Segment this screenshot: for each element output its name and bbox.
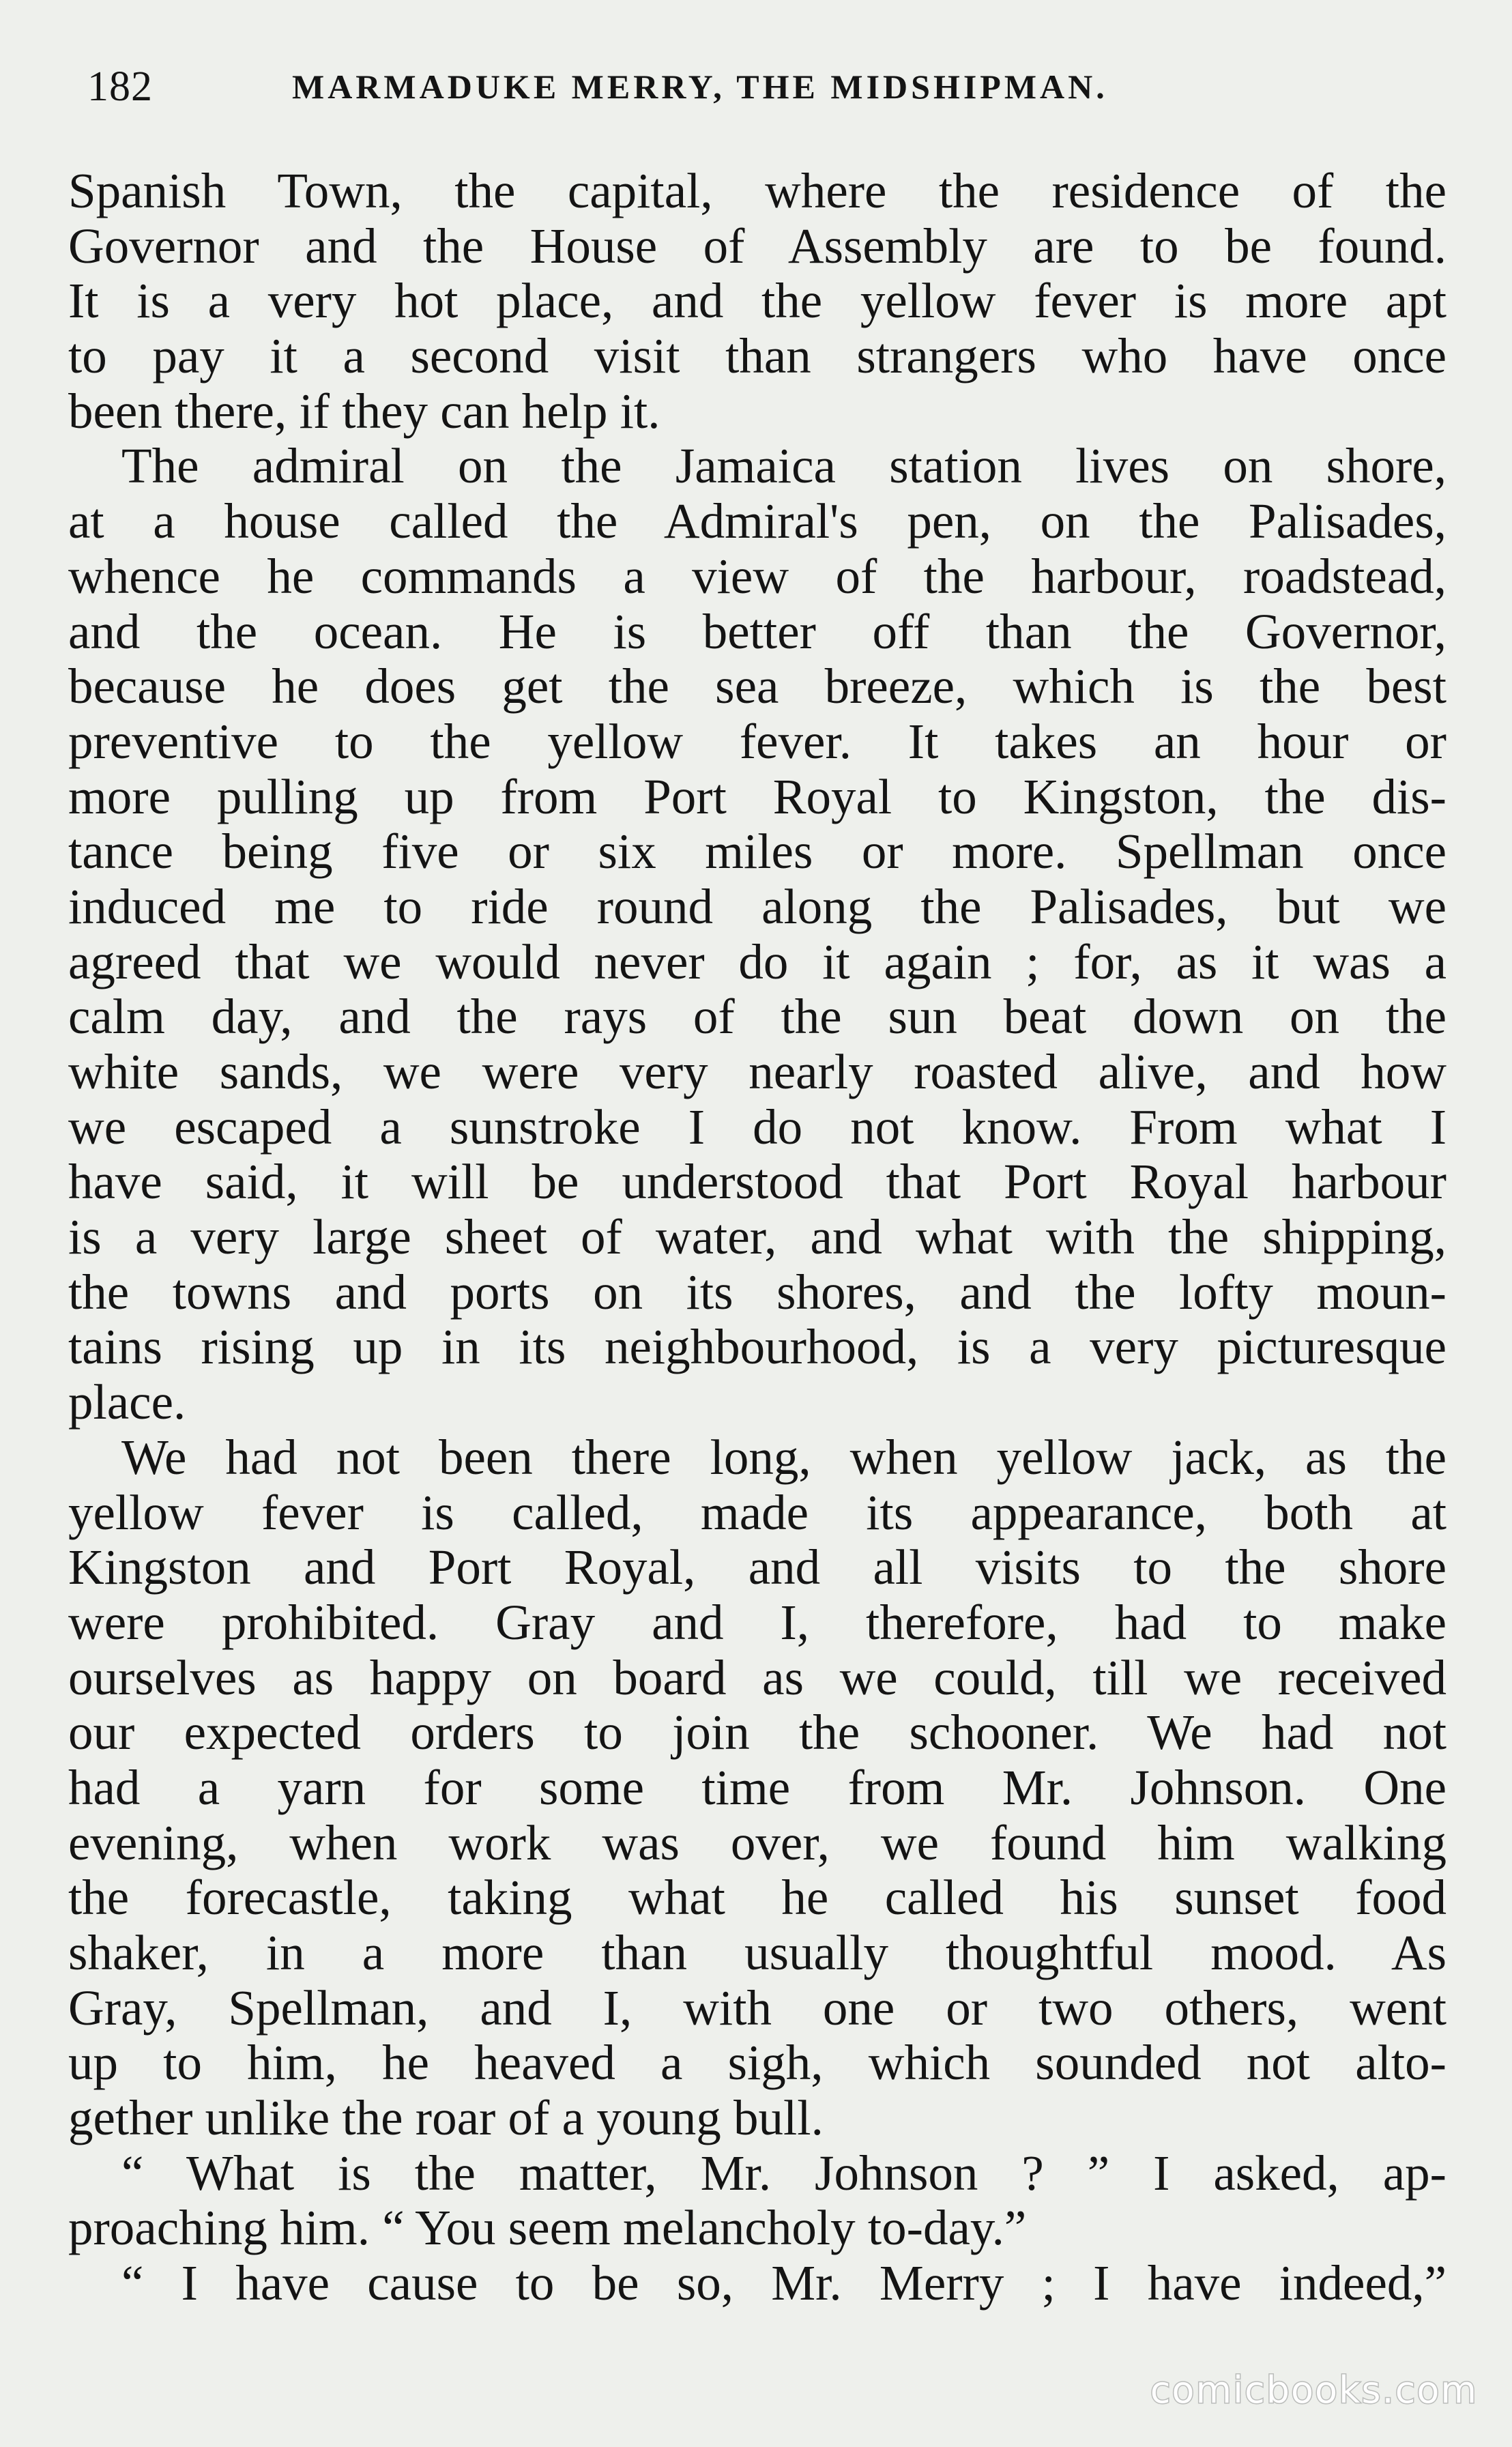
text-line: evening, when work was over, we found him walking	[68, 1815, 1446, 1870]
page-number: 182	[87, 63, 153, 110]
text-line: “ What is the matter, Mr. Johnson ? ” I asked, ap-	[121, 2145, 1446, 2201]
text-line: tance being five or six miles or more. Spellman once	[68, 824, 1446, 880]
running-head	[87, 56, 1445, 117]
text-line: and the ocean. He is better off than the Governor,	[68, 604, 1446, 659]
text-line: had a yarn for some time from Mr. Johnson. One	[68, 1760, 1446, 1815]
text-line: white sands, we were very nearly roasted alive, and how	[68, 1045, 1446, 1099]
text-line: yellow fever is called, made its appearance, both at	[68, 1485, 1446, 1540]
watermark: comicbooks.com	[1150, 2369, 1478, 2412]
text-line: were prohibited. Gray and I, therefore, had to make	[68, 1595, 1446, 1650]
text-line: Kingston and Port Royal, and all visits to the shore	[68, 1540, 1446, 1595]
text-line: more pulling up from Port Royal to Kingston, the dis-	[68, 769, 1446, 824]
text-line: up to him, he heaved a sigh, which sounded not alto-	[68, 2036, 1446, 2091]
text-line: because he does get the sea breeze, which is the best	[68, 659, 1446, 714]
text-line: the towns and ports on its shores, and the lofty moun-	[68, 1264, 1446, 1320]
text-line: The admiral on the Jamaica station lives on shore,	[121, 439, 1446, 494]
text-line: we escaped a sunstroke I do not know. From what I	[68, 1099, 1446, 1155]
text-line: have said, it will be understood that Port Royal harbour	[68, 1155, 1446, 1210]
text-line: induced me to ride round along the Palisades, but we	[68, 879, 1446, 934]
running-title: MARMADUKE MERRY, THE MIDSHIPMAN.	[292, 68, 1108, 106]
text-line: proaching him. “ You seem melancholy to-day.”	[68, 2201, 1027, 2256]
text-line: tains rising up in its neighbourhood, is a very picturesque	[68, 1320, 1446, 1375]
text-line: whence he commands a view of the harbour, roadstead,	[68, 549, 1446, 604]
text-line: the forecastle, taking what he called his sunset food	[68, 1870, 1446, 1926]
text-line: place.	[68, 1375, 186, 1430]
text-line: our expected orders to join the schooner. We had not	[68, 1705, 1446, 1761]
text-line: Governor and the House of Assembly are to be found.	[68, 218, 1446, 274]
text-line: We had not been there long, when yellow jack, as the	[121, 1430, 1446, 1485]
text-line: It is a very hot place, and the yellow fever is more apt	[68, 274, 1446, 329]
text-line: to pay it a second visit than strangers who have once	[68, 329, 1446, 384]
text-line: preventive to the yellow fever. It takes an hour or	[68, 714, 1446, 769]
body-text	[68, 164, 1446, 2311]
text-line: “ I have cause to be so, Mr. Merry ; I have indeed,”	[121, 2256, 1446, 2311]
text-line: calm day, and the rays of the sun beat down on the	[68, 989, 1446, 1045]
text-line: agreed that we would never do it again ; for, as it was a	[68, 934, 1446, 989]
text-line: gether unlike the roar of a young bull.	[68, 2091, 824, 2146]
text-line: is a very large sheet of water, and what with the shipping,	[68, 1210, 1446, 1265]
text-line: been there, if they can help it.	[68, 383, 660, 439]
text-line: Spanish Town, the capital, where the residence of the	[68, 164, 1446, 218]
text-line: Gray, Spellman, and I, with one or two others, went	[68, 1980, 1446, 2036]
text-line: at a house called the Admiral's pen, on the Palisades,	[68, 494, 1446, 549]
text-line: ourselves as happy on board as we could, till we received	[68, 1650, 1446, 1705]
text-line: shaker, in a more than usually thoughtful mood. As	[68, 1926, 1446, 1980]
